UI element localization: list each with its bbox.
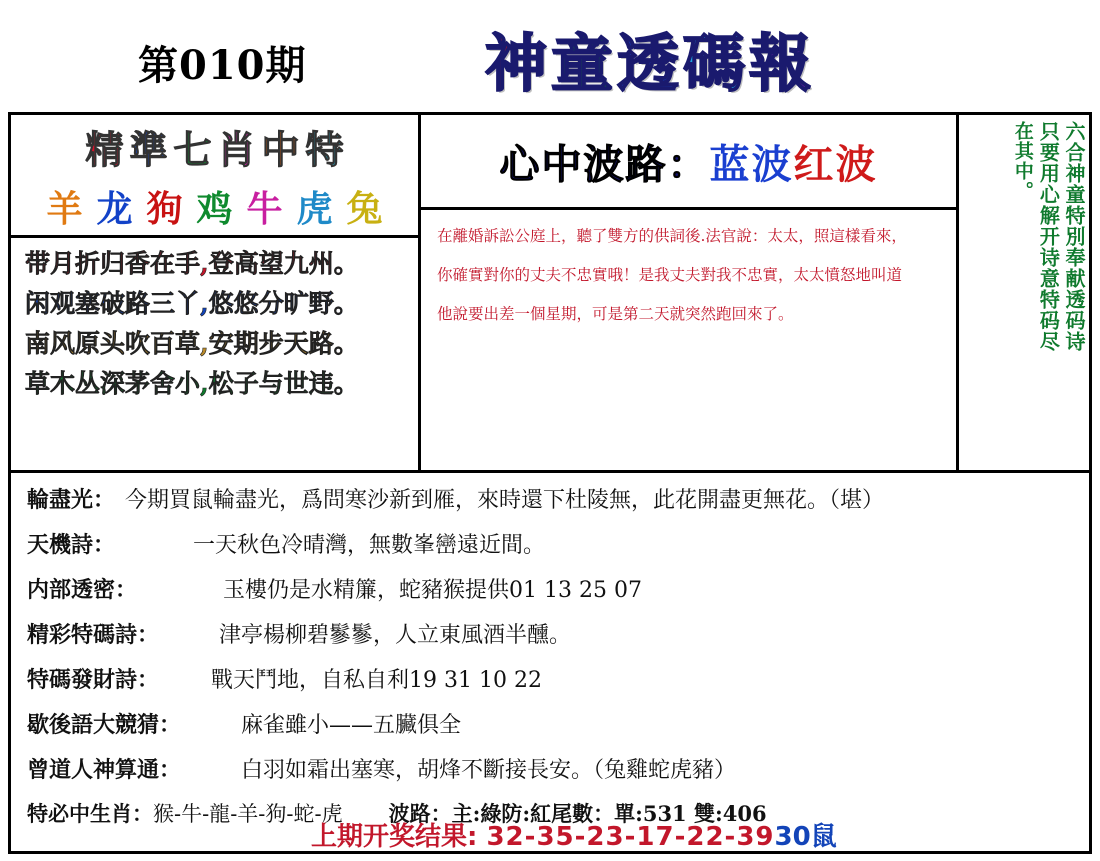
- wave-title-red: 红波: [793, 141, 878, 188]
- detail-label: 精彩特碼詩：: [27, 622, 160, 648]
- zodiac-row: [11, 177, 418, 238]
- top-section: [11, 115, 1089, 473]
- slogan-char-2: 準: [129, 126, 168, 172]
- detail-label: 輪盡光：: [27, 487, 116, 513]
- slogan-char-5: 中: [261, 126, 300, 172]
- story-line-2: 你確實對你的丈夫不忠實哦！是我丈夫對我不忠實，太太憤怒地叫道: [437, 265, 903, 284]
- wave-title-label: 心中波路：: [499, 141, 710, 188]
- title-char-4: 碼: [683, 27, 750, 100]
- right-panel: [959, 115, 1089, 470]
- vertical-text-2: 只要用心解开诗意特码尽: [1036, 121, 1061, 352]
- detail-row: [27, 708, 1075, 739]
- detail-row: [27, 618, 1075, 649]
- slogan-char-4: 肖: [217, 126, 256, 172]
- poem-line-3: 南风原头吹百草,安期步天路。: [25, 329, 359, 358]
- story-line-1: 在離婚訴訟公庭上，聽了雙方的供詞後.法官說：太太，照這樣看來，: [437, 227, 907, 245]
- zodiac-char-4: 鸡: [196, 188, 233, 230]
- title-char-1: 神: [485, 27, 552, 100]
- wave-title: [500, 133, 878, 190]
- wave-summary-value: 波路：主:綠防:紅尾數：單:531 雙:406: [388, 801, 767, 826]
- wave-header: [421, 115, 956, 210]
- detail-label: 歇後語大競猜：: [27, 712, 182, 738]
- detail-row: [27, 573, 1075, 604]
- vertical-text-3: 在其中。: [1011, 121, 1034, 201]
- detail-value: 戰天鬥地，自私自利19 31 10 22: [211, 668, 542, 693]
- detail-value: 津亭楊柳碧鬖鬖，人立東風酒半醺。: [219, 623, 572, 648]
- detail-value: 一天秋色冷晴灣，無數峯巒遠近間。: [193, 533, 546, 558]
- zodiac-char-6: 虎: [296, 188, 333, 230]
- zodiac-char-5: 牛: [246, 188, 283, 230]
- detail-label: 内部透密：: [27, 577, 138, 603]
- last-draw-label: 上期开奖结果:: [311, 822, 478, 852]
- zodiac-char-1: 羊: [46, 188, 83, 230]
- poem-line-1: 带月折归香在手,登高望九州。: [25, 249, 359, 278]
- middle-panel: [421, 115, 959, 470]
- slogan-char-6: 特: [305, 126, 344, 172]
- wave-title-blue: 蓝波: [709, 141, 794, 188]
- detail-value: 白羽如霜出塞寒，胡烽不斷接長安。（兔雞蛇虎豬）: [241, 758, 737, 783]
- slogan-row: [11, 115, 418, 177]
- title-char-5: 報: [749, 27, 816, 100]
- zodiac-summary-label: 特必中生肖：: [27, 801, 153, 826]
- bottom-section: [11, 473, 1089, 851]
- zodiac-char-3: 狗: [146, 188, 183, 230]
- detail-row: [27, 483, 1075, 514]
- detail-value: 玉樓仍是水精簾，蛇豬猴提供01 13 25 07: [223, 578, 642, 603]
- zodiac-char-2: 龙: [96, 188, 133, 230]
- detail-label: 天機詩：: [27, 532, 116, 558]
- last-draw-result: [311, 816, 837, 853]
- detail-value: 麻雀雖小——五臟俱全: [241, 713, 462, 738]
- story-line-3: 他說要出差一個星期，可是第二天就突然跑回來了。: [437, 304, 794, 323]
- poem-block: [11, 238, 418, 470]
- last-draw-special: 30鼠: [774, 822, 837, 852]
- title-char-2: 童: [551, 27, 618, 100]
- detail-label: 曾道人神算通：: [27, 757, 182, 783]
- detail-row: [27, 528, 1075, 559]
- zodiac-summary-value: 猴-牛-龍-羊-狗-蛇-虎: [153, 802, 343, 826]
- title-char-3: 透: [617, 27, 684, 100]
- page-header: [0, 0, 1100, 110]
- detail-row: [27, 753, 1075, 784]
- poem-line-4: 草木丛深茅舍小,松子与世违。: [25, 369, 359, 398]
- zodiac-char-7: 兔: [346, 188, 383, 230]
- content-frame: [8, 112, 1092, 854]
- slogan-char-1: 精: [85, 126, 124, 172]
- last-draw-numbers: 32-35-23-17-22-39: [486, 822, 775, 852]
- detail-row: [27, 663, 1075, 694]
- issue-number: 第010期: [138, 42, 307, 89]
- poem-line-2: 闲观塞破路三丫,悠悠分旷野。: [25, 289, 359, 318]
- page-title: [485, 14, 815, 103]
- left-panel: [11, 115, 421, 470]
- slogan-char-3: 七: [173, 126, 212, 172]
- story-block: [421, 210, 956, 343]
- vertical-text-1: 六合神童特別奉献透码诗: [1062, 121, 1086, 352]
- detail-value: 今期買鼠輪盡光，爲問寒沙新到雁，來時還下杜陵無，此花開盡更無花。（堪）: [125, 488, 885, 513]
- detail-label: 特碼發財詩：: [27, 667, 160, 693]
